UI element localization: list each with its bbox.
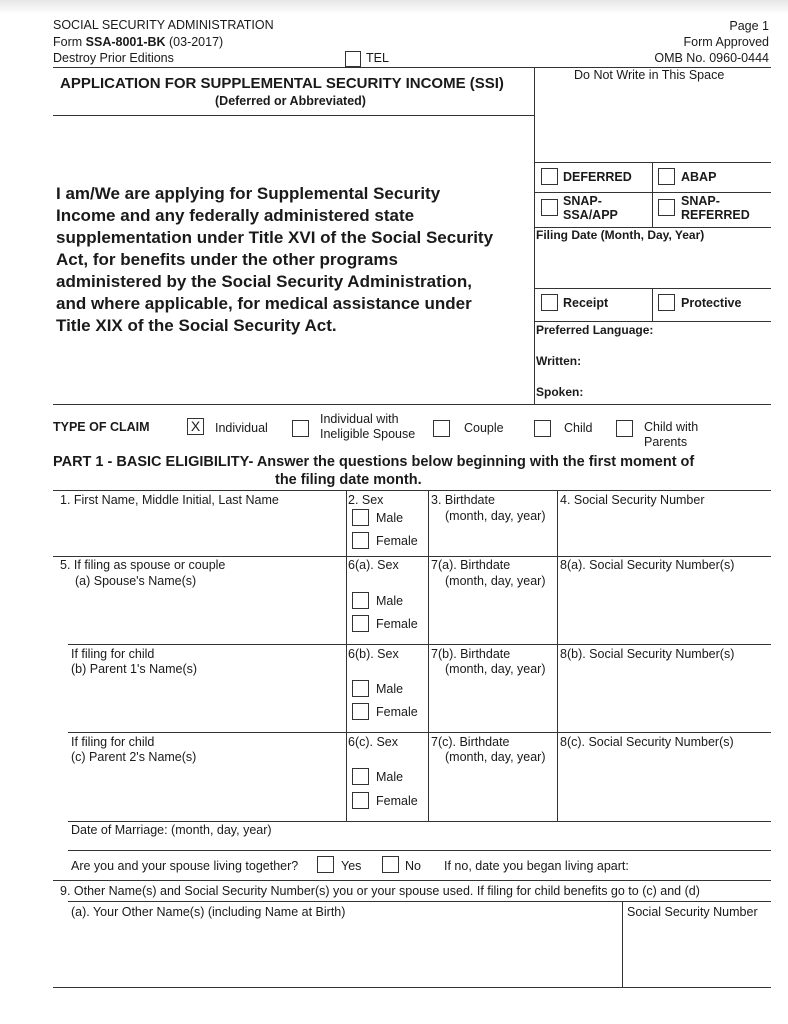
male-label: Male <box>376 594 404 608</box>
other-ssn-label: Social Security Number <box>627 905 758 919</box>
spouse-section-label: 5. If filing as spouse or couple <box>60 558 226 572</box>
spouse-ssn-label: 8(a). Social Security Number(s) <box>560 558 735 572</box>
female-label: Female <box>376 534 418 548</box>
office-rule <box>534 192 771 193</box>
child-section-label: If filing for child <box>71 735 155 749</box>
office-panel-border <box>534 67 535 404</box>
grid-rule <box>68 644 771 645</box>
deferred-label: DEFERRED <box>563 170 632 184</box>
form-title: APPLICATION FOR SUPPLEMENTAL SECURITY INCOME (SSI) <box>60 75 504 92</box>
spouse-name-label: (a) Spouse's Name(s) <box>75 574 197 588</box>
other-names-label: 9. Other Name(s) and Social Security Number(s) you or your spouse used. If filing for child benefits go to (c) and (d) <box>60 884 700 898</box>
female-checkbox[interactable] <box>352 532 369 549</box>
male-checkbox[interactable] <box>352 509 369 526</box>
top-shadow <box>0 0 788 14</box>
parent2-sex-label: 6(c). Sex <box>348 735 399 749</box>
snap-referred-label: SNAP- REFERRED <box>681 194 750 223</box>
snap-referred-checkbox[interactable] <box>658 199 675 216</box>
child-with-parents-checkbox[interactable] <box>616 420 633 437</box>
grid-rule <box>53 880 771 881</box>
grid-rule <box>68 732 771 733</box>
individual-label: Individual <box>215 421 268 435</box>
parent1-ssn-label: 8(b). Social Security Number(s) <box>560 647 735 661</box>
parent2-birthdate-label: 7(c). Birthdate <box>431 735 510 749</box>
couple-checkbox[interactable] <box>433 420 450 437</box>
section-rule <box>53 404 771 405</box>
parent2-name-label: (c) Parent 2's Name(s) <box>71 750 197 764</box>
female-label: Female <box>376 794 418 808</box>
couple-label: Couple <box>464 421 504 435</box>
receipt-label: Receipt <box>563 296 609 310</box>
birthdate-format: (month, day, year) <box>445 750 546 764</box>
individual-checkbox[interactable]: X <box>187 418 204 435</box>
page-number: Page 1 <box>729 19 769 33</box>
child-checkbox[interactable] <box>534 420 551 437</box>
form-approved: Form Approved <box>683 35 769 49</box>
parent1-name-label: (b) Parent 1's Name(s) <box>71 662 198 676</box>
parent2-female-checkbox[interactable] <box>352 792 369 809</box>
office-divider <box>652 162 653 227</box>
ssn-label: 4. Social Security Number <box>560 493 705 507</box>
ineligible-spouse-checkbox[interactable] <box>292 420 309 437</box>
birthdate-format: (month, day, year) <box>445 662 546 676</box>
form-number: Form SSA-8001-BK (03-2017) <box>53 35 224 49</box>
birthdate-format: (month, day, year) <box>445 574 546 588</box>
spouse-female-checkbox[interactable] <box>352 615 369 632</box>
female-label: Female <box>376 617 418 631</box>
destroy-note: Destroy Prior Editions <box>53 51 174 65</box>
form-subtitle: (Deferred or Abbreviated) <box>215 94 366 108</box>
living-together-yes-checkbox[interactable] <box>317 856 334 873</box>
type-of-claim-label: TYPE OF CLAIM <box>53 420 150 434</box>
part1-heading-cont: the filing date month. <box>275 472 422 488</box>
spoken-language-label: Spoken: <box>536 385 584 399</box>
grid-col-rule <box>428 490 429 822</box>
office-rule <box>534 321 771 322</box>
receipt-checkbox[interactable] <box>541 294 558 311</box>
living-together-label: Are you and your spouse living together? <box>71 859 299 873</box>
snap-ssa-label: SNAP- SSA/APP <box>563 194 618 223</box>
child-section-label: If filing for child <box>71 647 155 661</box>
male-label: Male <box>376 682 404 696</box>
tel-label: TEL <box>366 51 389 65</box>
child-with-parents-label: Child with Parents <box>644 420 699 449</box>
marriage-date-label: Date of Marriage: (month, day, year) <box>71 823 272 837</box>
parent2-male-checkbox[interactable] <box>352 768 369 785</box>
agency-name: SOCIAL SECURITY ADMINISTRATION <box>53 18 274 32</box>
birthdate-label: 3. Birthdate <box>431 493 495 507</box>
do-not-write: Do Not Write in This Space <box>574 68 725 82</box>
tel-checkbox[interactable] <box>345 51 361 67</box>
deferred-checkbox[interactable] <box>541 168 558 185</box>
ineligible-spouse-label: Individual with Ineligible Spouse <box>320 412 416 441</box>
yes-label: Yes <box>341 859 362 873</box>
spouse-birthdate-label: 7(a). Birthdate <box>431 558 511 572</box>
snap-ssa-checkbox[interactable] <box>541 199 558 216</box>
abap-label: ABAP <box>681 170 717 184</box>
office-divider <box>652 288 653 321</box>
abap-checkbox[interactable] <box>658 168 675 185</box>
spouse-sex-label: 6(a). Sex <box>348 558 399 572</box>
grid-col-rule <box>557 490 558 822</box>
grid-rule <box>68 821 771 822</box>
male-label: Male <box>376 770 404 784</box>
title-rule <box>53 115 534 116</box>
grid-rule <box>68 850 771 851</box>
parent1-birthdate-label: 7(b). Birthdate <box>431 647 511 661</box>
grid-col-rule <box>622 901 623 987</box>
your-other-names-label: (a). Your Other Name(s) (including Name at Birth) <box>71 905 346 919</box>
grid-rule <box>53 490 771 491</box>
no-label: No <box>405 859 421 873</box>
part1-heading: PART 1 - BASIC ELIGIBILITY- Answer the questions below beginning with the first moment of <box>53 454 695 470</box>
protective-label: Protective <box>681 296 742 310</box>
female-label: Female <box>376 705 418 719</box>
living-apart-date-label: If no, date you began living apart: <box>444 859 629 873</box>
grid-col-rule <box>346 490 347 822</box>
spouse-male-checkbox[interactable] <box>352 592 369 609</box>
parent1-sex-label: 6(b). Sex <box>348 647 399 661</box>
grid-rule <box>53 987 771 988</box>
omb-number: OMB No. 0960-0444 <box>654 51 769 65</box>
written-language-label: Written: <box>536 354 582 368</box>
grid-rule <box>53 556 771 557</box>
sex-label: 2. Sex <box>348 493 384 507</box>
parent1-female-checkbox[interactable] <box>352 703 369 720</box>
preferred-language-label: Preferred Language: <box>536 323 654 337</box>
protective-checkbox[interactable] <box>658 294 675 311</box>
child-label: Child <box>564 421 593 435</box>
first-name-label: 1. First Name, Middle Initial, Last Name <box>60 493 279 507</box>
filing-date-label: Filing Date (Month, Day, Year) <box>536 228 705 242</box>
grid-rule <box>68 901 771 902</box>
parent1-male-checkbox[interactable] <box>352 680 369 697</box>
birthdate-format: (month, day, year) <box>445 509 546 523</box>
parent2-ssn-label: 8(c). Social Security Number(s) <box>560 735 734 749</box>
application-statement: I am/We are applying for Supplemental Security Income and any federally administered state supplementation under Title XVI of the Social Security Act, for benefits under the other programs administered by the Social Security Administration, and where applicable, for medical assistance under Title XIX of the Social Security Act. <box>56 184 494 335</box>
living-together-no-checkbox[interactable] <box>382 856 399 873</box>
male-label: Male <box>376 511 404 525</box>
